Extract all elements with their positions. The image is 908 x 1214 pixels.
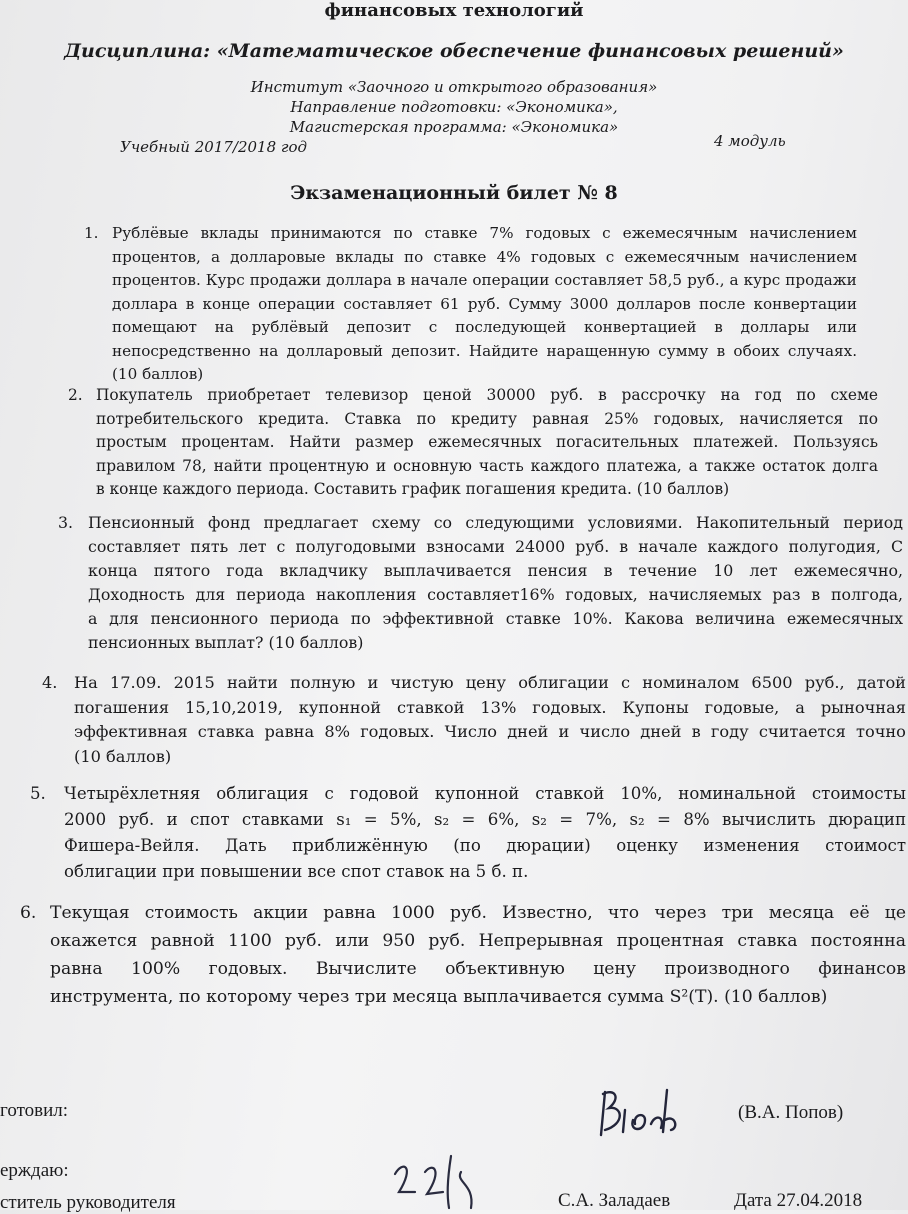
question-text-line: равна 100% годовых. Вычислите объективную цену производного финансов [50,959,906,979]
question-text-line: пенсионных выплат? (10 баллов) [88,633,364,652]
approval-date: Дата 27.04.2018 [734,1190,863,1211]
question-number: 4. [42,673,58,692]
question-text-line: 2000 руб. и спот ставками s₁ = 5%, s₂ = 6%, s₂ = 7%, s₂ = 8% вычислить дюрацип [64,810,907,829]
question-text-line: (10 баллов) [74,746,172,766]
question-text-line: На 17.09. 2015 найти полную и чистую цену облигации с номиналом 6500 руб., датой [74,673,906,692]
direction-line: Направление подготовки: «Экономика», [290,98,618,116]
question-text-line: доллара в конце операции составляет 61 руб. Сумму 3000 долларов после конвертации [112,294,858,313]
question-text-line: погашения 15,10,2019, купонной ставкой 13% годовых. Купоны годовые, а рыночная [74,697,906,717]
question-text-line: инструмента, по которому через три месяца выплачивается сумма S²(T). (10 баллов) [50,987,828,1007]
question-text-line: процентов. Курс продажи доллара в начале операции составляет 58,5 руб., а курс продажи [112,271,857,289]
question-text-line: потребительского кредита. Ставка по кредиту равная 25% годовых, начисляется по [96,409,878,428]
question-number: 3. [58,513,74,532]
program-line: Магистерская программа: «Экономика» [289,118,619,136]
question-text-line: помещают на рублёвый депозит с последующей конвертацией в доллары или [112,318,857,336]
question-number: 5. [30,784,46,803]
question-text-line: облигации при повышении все спот ставок на 5 б. п. [64,862,529,881]
institute-line: Институт «Заочного и открытого образования» [250,78,658,96]
question-text-line: Пенсионный фонд предлагает схему со следующими условиями. Накопительный период [88,513,904,532]
question-text-line: Покупатель приобретает телевизор ценой 30000 руб. в рассрочку на год по схеме [96,386,879,404]
question-text-line: а для пенсионного периода по эффективной ставке 10%. Какова величина ежемесячных [88,609,903,628]
question-number: 6. [20,903,37,923]
question-text-line: Текущая стоимость акции равна 1000 руб. Известно, что через три месяца её це [50,903,907,923]
question-text-line: (10 баллов) [112,365,204,383]
question-text-line: Доходность для периода накопления составляет16% годовых, начисляемых раз в полгода, [88,585,904,604]
question-text-line: Фишера-Вейля. Дать приближённую (по дюрации) оценку изменения стоимост [64,836,907,855]
author-signature [575,1080,715,1140]
question-text-line: правилом 78, найти процентную и основную часть каждого платежа, а также остаток долга [96,456,879,475]
prepared-name: (В.А. Попов) [738,1102,844,1123]
question-text-line: окажется равной 1100 руб. или 950 руб. Непрерывная процентная ставка постоянна [50,931,907,951]
discipline-title: Дисциплина: «Математическое обеспечение финансовых решений» [64,40,844,62]
prepared-label: готовил: [0,1100,69,1121]
approver-signature [385,1152,495,1210]
academic-year: Учебный 2017/2018 год [120,138,308,156]
deputy-name: С.А. Заладаев [558,1190,671,1211]
question-text-line: эффективная ставка равна 8% годовых. Число дней и число дней в году считается точно [74,722,906,741]
question-text-line: непосредственно на долларовый депозит. Найдите наращенную сумму в обоих случаях. [112,341,858,360]
ticket-title: Экзаменационный билет № 8 [290,182,618,204]
module-label: 4 модуль [714,132,786,150]
question-text-line: составляет пять лет с полугодовыми взносами 24000 руб. в начале каждого полугодия, С [88,537,904,556]
question-number: 2. [68,386,83,404]
deputy-label: ститель руководителя [0,1192,176,1213]
question-text-line: Четырёхлетняя облигация с годовой купонной ставкой 10%, номинальной стоимосты [64,784,906,803]
organization-line: финансовых технологий [324,0,584,21]
question-text-line: процентов, а долларовые вклады по ставке 4% годовых с ежемесячным начислением [112,247,858,266]
question-text-line: Рублёвые вклады принимаются по ставке 7% годовых с ежемесячным начислением [112,224,857,242]
question-text-line: конца пятого года вкладчику выплачивается пенсия в течение 10 лет ежемесячно, [88,561,904,580]
question-text-line: простым процентам. Найти размер ежемесячных погасительных платежей. Пользуясь [96,433,878,451]
approve-label: ерждаю: [0,1160,69,1181]
question-number: 1. [84,224,99,242]
question-text-line: в конце каждого периода. Составить график погашения кредита. (10 баллов) [96,480,730,498]
